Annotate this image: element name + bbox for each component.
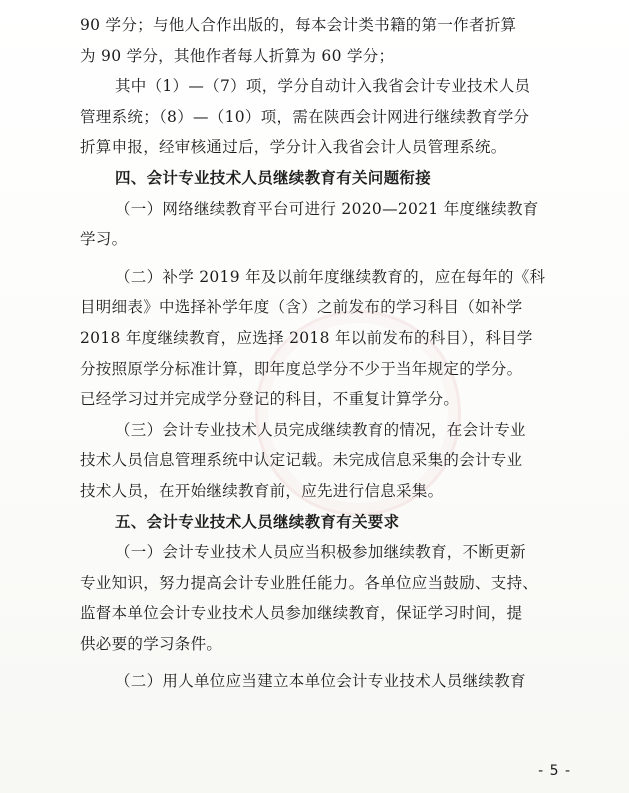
document-body: [80, 10, 570, 697]
text-line: 为 90 学分，其他作者每人折算为 60 学分；: [80, 46, 395, 65]
text-line: 分按照原学分标准计算，即年度总学分不少于当年规定的学分。: [80, 359, 523, 378]
paragraph-line: （二）补学 2019 年及以前年度继续教育的，应在每年的《科: [115, 267, 546, 286]
text-line: 2018 年度继续教育，应选择 2018 年以前发布的科目），科目学: [80, 328, 533, 347]
text-line: 监督本单位会计专业技术人员参加继续教育，保证学习时间，提: [80, 604, 523, 623]
text-line: 已经学习过并完成学分登记的科目，不重复计算学分。: [80, 390, 460, 409]
text-line: 专业知识，努力提高会计专业胜任能力。各单位应当鼓励、支持、: [80, 573, 539, 592]
text-line: 供必要的学习条件。: [80, 634, 223, 653]
text-line: 目明细表》中选择补学年度（含）之前发布的学习科目（如补学: [80, 298, 523, 317]
text-line: 学习。: [80, 230, 128, 249]
paragraph-line: 其中（1）—（7）项，学分自动计入我省会计专业技术人员: [115, 77, 531, 96]
text-line: 技术人员，在开始继续教育前，应先进行信息采集。: [80, 481, 444, 500]
paragraph-line: （二）用人单位应当建立本单位会计专业技术人员继续教育: [115, 672, 526, 691]
page-number: - 5 -: [538, 763, 571, 779]
section-heading-5: 五、会计专业技术人员继续教育有关要求: [115, 512, 400, 531]
section-heading-4: 四、会计专业技术人员继续教育有关问题衔接: [115, 168, 432, 187]
paragraph-line: （三）会计专业技术人员完成继续教育的情况，在会计专业: [115, 420, 526, 439]
paragraph-line: （一）会计专业技术人员应当积极参加继续教育，不断更新: [115, 543, 526, 562]
text-line: 管理系统；（8）—（10）项，需在陕西会计网进行继续教育学分: [80, 107, 530, 126]
text-line: 技术人员信息管理系统中认定记载。未完成信息采集的会计专业: [80, 451, 523, 470]
paragraph-line: （一）网络继续教育平台可进行 2020—2021 年度继续教育: [115, 199, 539, 218]
text-line: 折算申报，经审核通过后，学分计入我省会计人员管理系统。: [80, 138, 507, 157]
text-line: 90 学分；与他人合作出版的，每本会计类书籍的第一作者折算: [80, 16, 517, 34]
